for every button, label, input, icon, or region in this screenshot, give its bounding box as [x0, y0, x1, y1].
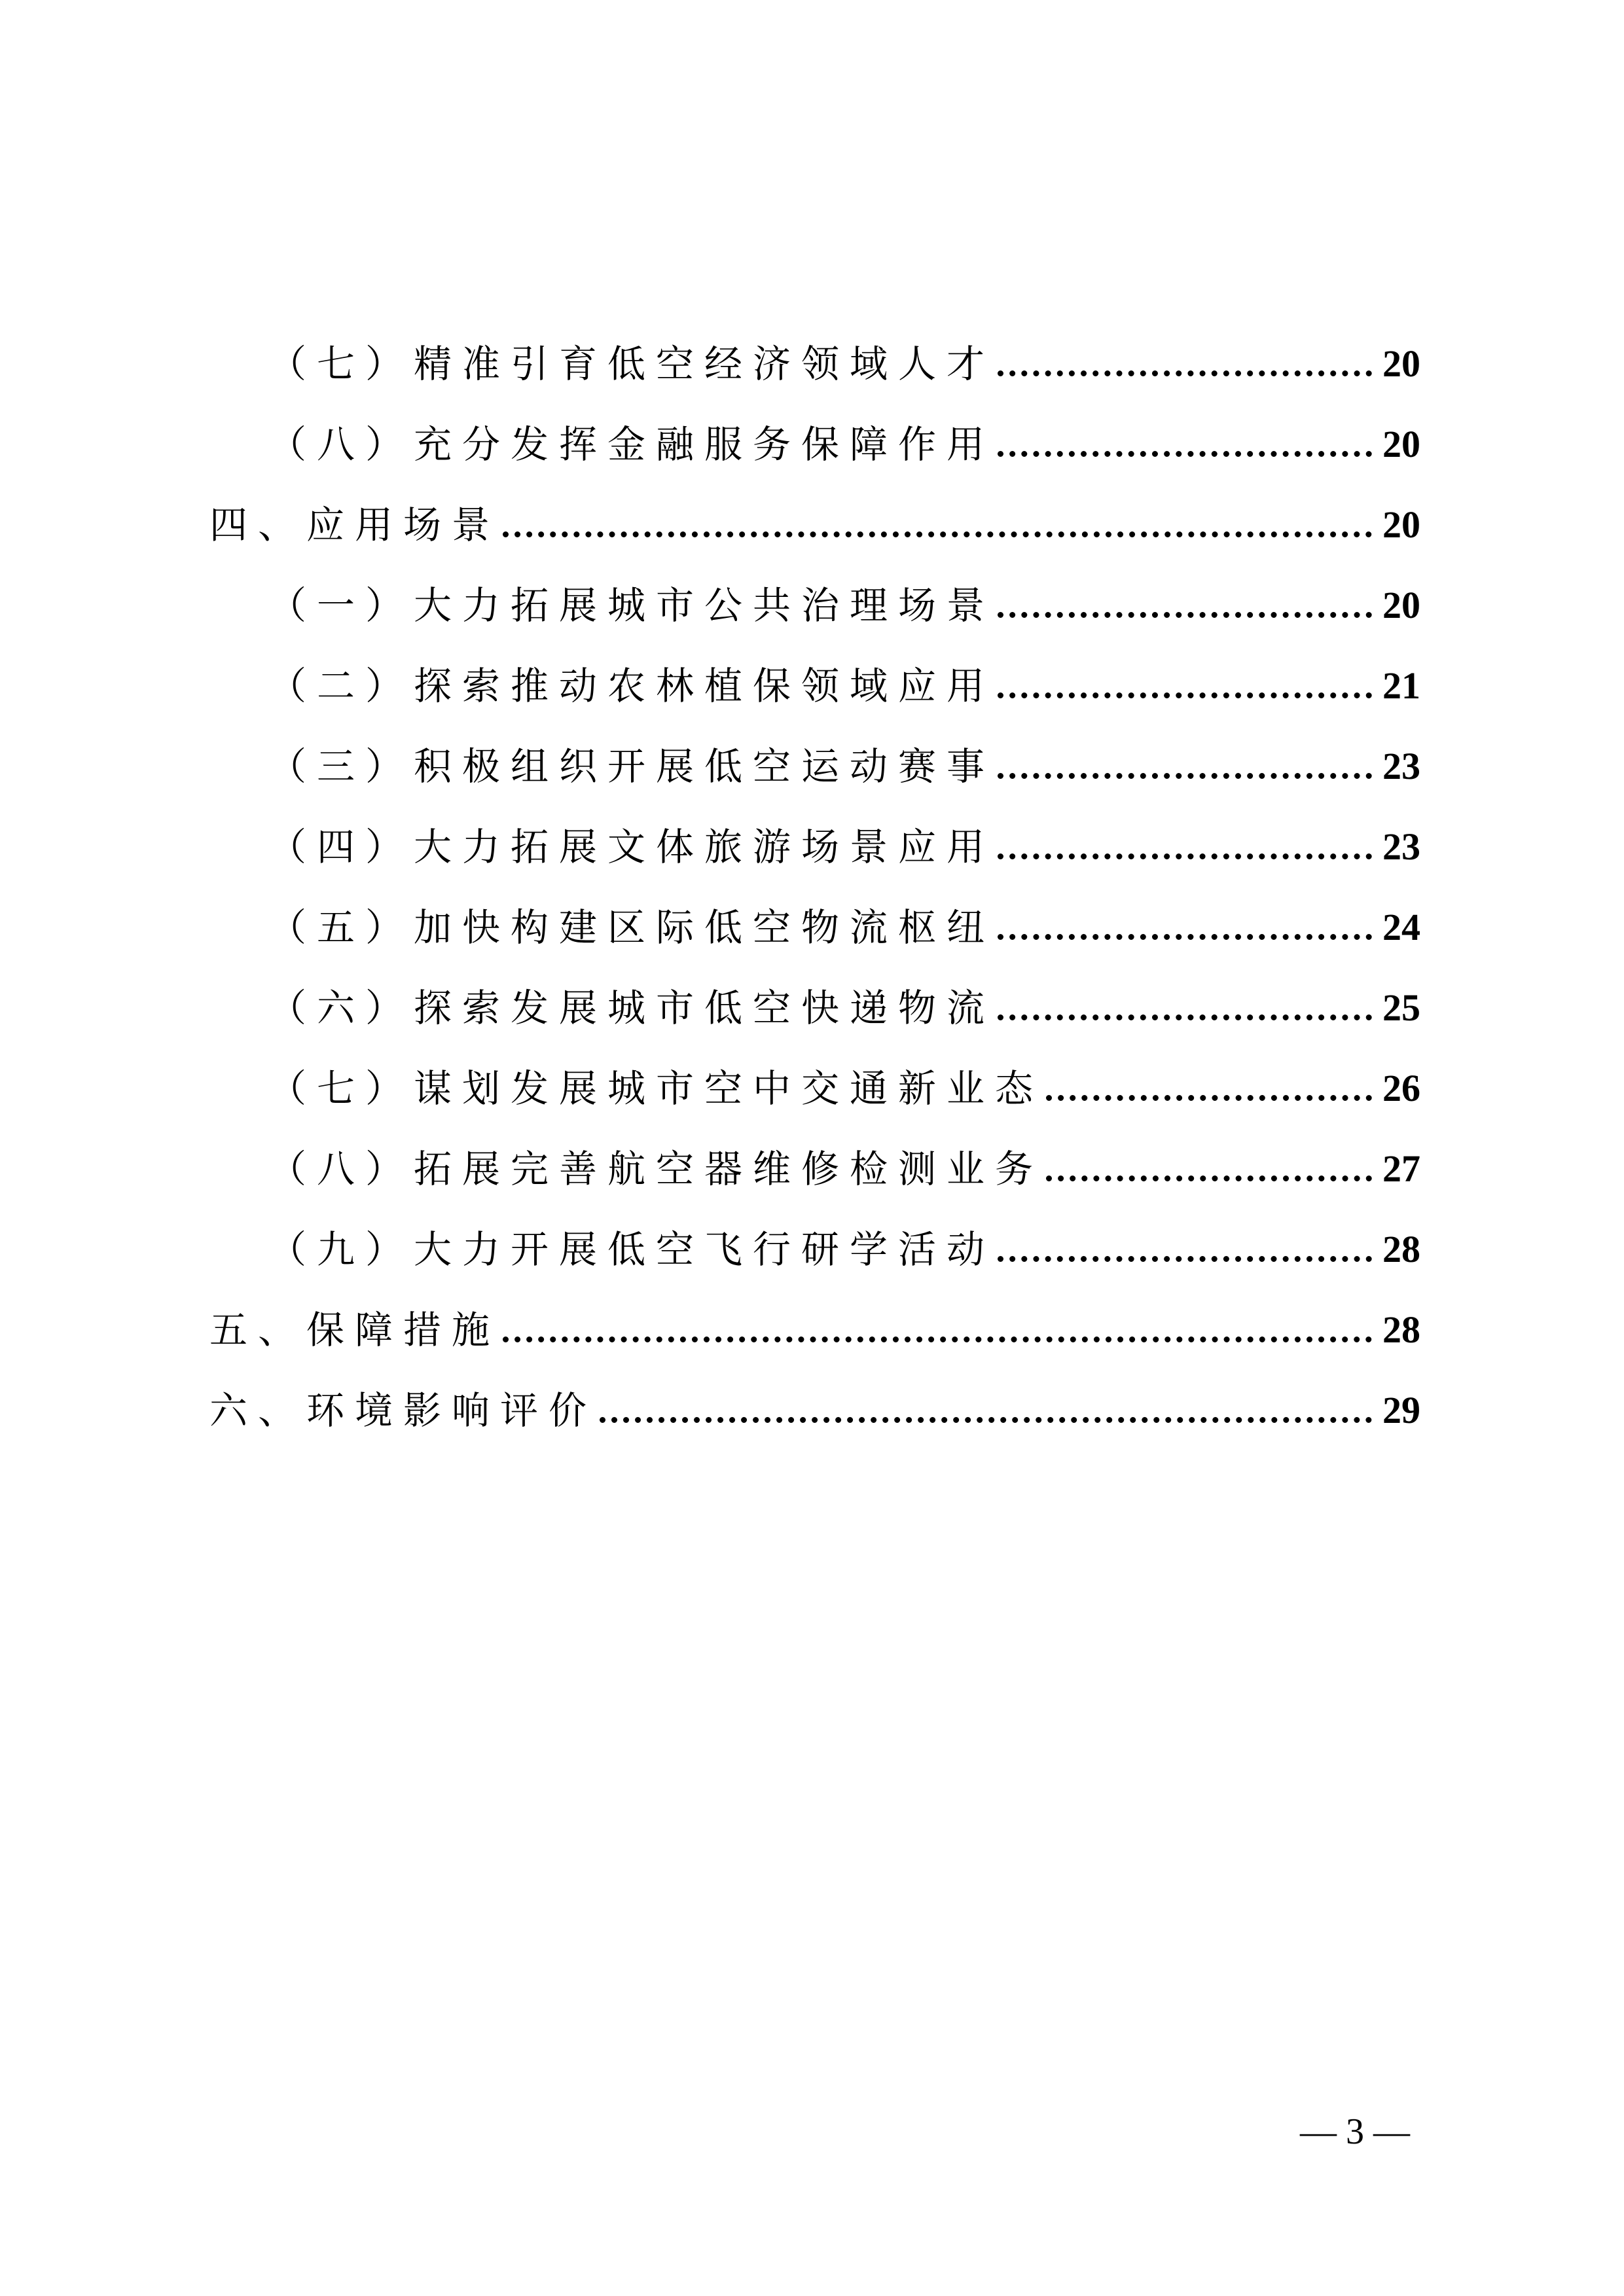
toc-entry[interactable]: [209, 630, 1420, 710]
toc-entry-title: 五、保障措施: [209, 1308, 501, 1352]
dot-leader: [1046, 1175, 1372, 1181]
toc-entry-page: 23: [1382, 745, 1420, 787]
toc-entry-title: （七）谋划发展城市空中交通新业态: [268, 1066, 1044, 1111]
toc-section-entry[interactable]: [209, 469, 1420, 549]
toc-entry-title: 四、应用场景: [209, 503, 501, 547]
dot-leader: [503, 531, 1372, 537]
toc-entry-title: （五）加快构建区际低空物流枢纽: [268, 905, 996, 950]
toc-entry-page: 23: [1382, 825, 1420, 868]
toc-entry-page: 20: [1382, 584, 1420, 626]
toc-entry-page: 29: [1382, 1389, 1420, 1431]
dot-leader: [998, 612, 1372, 618]
dot-leader: [998, 1014, 1372, 1020]
toc-section-entry[interactable]: [209, 1354, 1420, 1435]
dot-leader: [998, 1256, 1372, 1262]
table-of-contents: [209, 308, 1420, 1435]
toc-entry-title: 六、环境影响评价: [209, 1388, 598, 1433]
dot-leader: [600, 1417, 1372, 1423]
toc-entry[interactable]: [209, 308, 1420, 388]
toc-entry[interactable]: [209, 871, 1420, 952]
dot-leader: [998, 451, 1372, 457]
toc-section-entry[interactable]: [209, 1274, 1420, 1354]
toc-entry[interactable]: [209, 791, 1420, 871]
toc-entry-title: （四）大力拓展文体旅游场景应用: [268, 825, 996, 869]
toc-entry[interactable]: [209, 1193, 1420, 1274]
toc-entry-page: 27: [1382, 1147, 1420, 1190]
toc-entry-title: （六）探索发展城市低空快递物流: [268, 986, 996, 1030]
toc-entry-page: 28: [1382, 1228, 1420, 1270]
dot-leader: [998, 773, 1372, 779]
page-number: — 3 —: [1300, 2111, 1410, 2152]
toc-entry-title: （八）拓展完善航空器维修检测业务: [268, 1147, 1044, 1191]
dot-leader: [503, 1336, 1372, 1342]
toc-entry[interactable]: [209, 952, 1420, 1032]
toc-entry[interactable]: [209, 710, 1420, 791]
dot-leader: [998, 934, 1372, 940]
toc-entry-page: 20: [1382, 423, 1420, 465]
toc-entry-page: 26: [1382, 1067, 1420, 1109]
toc-entry-page: 24: [1382, 906, 1420, 948]
dot-leader: [1046, 1095, 1372, 1101]
toc-entry-title: （八）充分发挥金融服务保障作用: [268, 422, 996, 467]
dot-leader: [998, 370, 1372, 376]
toc-entry-page: 20: [1382, 342, 1420, 385]
dot-leader: [998, 853, 1372, 859]
toc-entry[interactable]: [209, 1113, 1420, 1193]
toc-entry-title: （三）积极组织开展低空运动赛事: [268, 744, 996, 789]
toc-entry-title: （九）大力开展低空飞行研学活动: [268, 1227, 996, 1272]
toc-entry-page: 28: [1382, 1308, 1420, 1351]
toc-entry[interactable]: [209, 1032, 1420, 1113]
toc-entry-title: （二）探索推动农林植保领域应用: [268, 664, 996, 708]
toc-entry-title: （七）精准引育低空经济领域人才: [268, 342, 996, 386]
toc-entry[interactable]: [209, 549, 1420, 630]
dot-leader: [998, 692, 1372, 698]
toc-entry-title: （一）大力拓展城市公共治理场景: [268, 583, 996, 628]
toc-entry-page: 21: [1382, 664, 1420, 707]
toc-entry[interactable]: [209, 388, 1420, 469]
toc-entry-page: 25: [1382, 986, 1420, 1029]
toc-entry-page: 20: [1382, 503, 1420, 546]
